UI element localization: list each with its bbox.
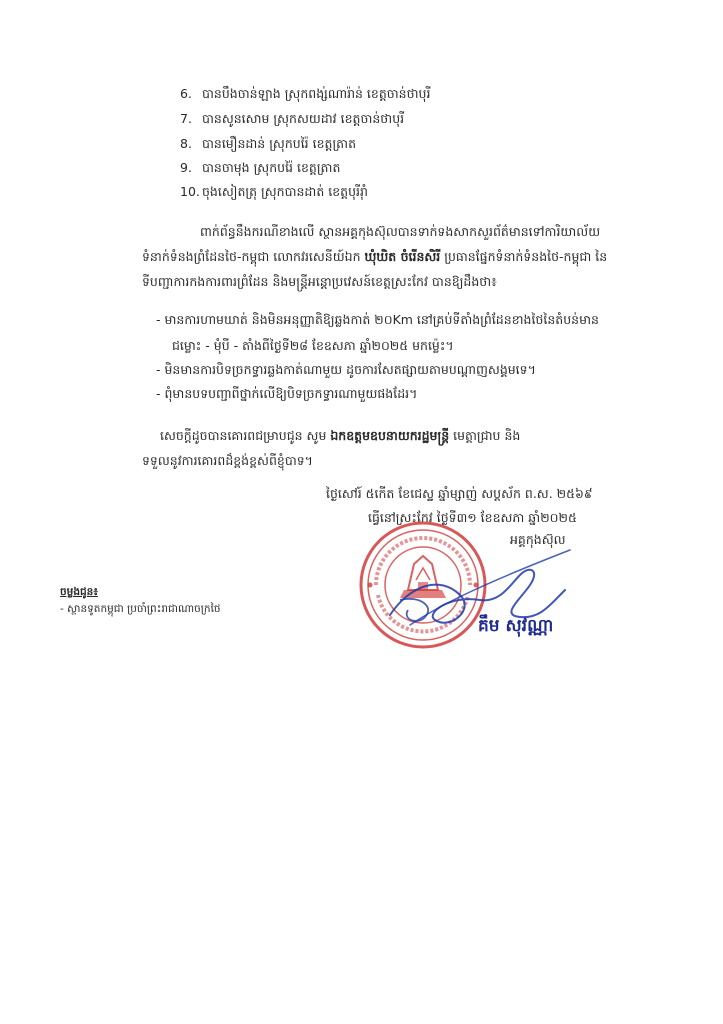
closing-line: សេចក្តីដូចបានគោរពជម្រាបជូន សូម ឯកឧត្តមឧបនាយករដ្ឋមន្ត្រី មេត្តាជ្រាប និង — [160, 428, 521, 443]
official-name: ឃុំឃិត ចំរើនសិរី — [364, 249, 441, 264]
signatory-name: គឹម សុវណ្ណា — [478, 616, 554, 636]
paragraph-line: ពាក់ព័ន្ធនឹងករណីខាងលើ ស្ថានអគ្គកុងស៊ុលបានទាក់ទងសាកសួរព័ត៌មានទៅការិយាល័យ — [200, 224, 601, 239]
bullet-item: - មានការហាមឃាត់ និងមិនអនុញ្ញាតិឱ្យឆ្លងកាត់ ២០Km នៅគ្រប់ទីតាំងព្រំដែនខាងថៃនៃតំបន់មាន — [156, 312, 599, 327]
bullet-item: - ពុំមានបទបញ្ជាពីថ្នាក់លើឱ្យបិទច្រកទ្វារណាមួយផងដែរ។ — [156, 386, 418, 401]
list-item: 9. បានចាមុង ស្រុកបរ៉ៃ ខេត្តត្រាត — [180, 160, 341, 175]
list-item: 6. បានបឹងចាន់ឡាង ស្រុកពង្ស់ណារ៉ាន់ ខេត្តចាន់ថាបុរី — [180, 86, 431, 101]
solar-date: ធ្វើនៅស្រះកែវ ថ្ងៃទី៣១ ខែឧសភា ឆ្នាំ២០២៥ — [368, 510, 577, 525]
closing-line: ទទួលនូវការគោរពដ៏ខ្ពង់ខ្ពស់ពីខ្ញុំបាទ។ — [142, 453, 313, 468]
signatory-title: អគ្គកុងស៊ុល — [510, 532, 566, 547]
addressee: ឯកឧត្តមឧបនាយករដ្ឋមន្ត្រី — [330, 428, 450, 443]
list-item: 7. បានសូនសោម ស្រុកសយដាវ ខេត្តចាន់ថាបុរី — [180, 111, 405, 126]
cc-item: - ស្ថានទូតកម្ពុជា ប្រចាំព្រះរាជាណាចក្រថៃ — [60, 603, 221, 615]
bullet-item: - មិនមានការបិទច្រកទ្វារឆ្លងកាត់ណាមួយ ដូចការសែតផ្សាយតាមបណ្តាញសង្គមទេ។ — [156, 362, 536, 377]
cc-title: ចម្លងជូន៖ — [60, 586, 98, 598]
list-item: 10. ចុងសៀតត្រុ ស្រុកបានដាត់ ខេត្តបុរីរ៉ាំ — [180, 184, 368, 199]
paragraph-line: ទំនាក់ទំនងព្រំដែនថៃ-កម្ពុជា លោកវរសេនីយ៍ឯក ឃុំឃិត ចំរើនសិរី ប្រធានផ្នែកទំនាក់ទំនងថៃ-កម្ពុជា នៃ — [142, 249, 608, 264]
bullet-item-continuation: ជម្លោះ - មុំបី - តាំងពីថ្ងៃទី២៨ ខែឧសភា ឆ្នាំ២០២៥ មកម្ល៉េះ។ — [172, 338, 454, 353]
paragraph-line: ទីបញ្ជាការកងការពារព្រំដែន និងមន្ត្រីអន្តោប្រវេសន៍ខេត្តស្រះកែវ បានឱ្យដឹងថា៖ — [142, 274, 497, 289]
lunar-date: ថ្ងៃសៅរ៍ ៥កើត ខែជេស្ឋ ឆ្នាំម្សាញ់ សប្តស័ក ព.ស. ២៥៦៩ — [326, 486, 593, 501]
list-item: 8. បានមឿនដាន់ ស្រុកបរ៉ៃ ខេត្តត្រាត — [180, 136, 357, 151]
